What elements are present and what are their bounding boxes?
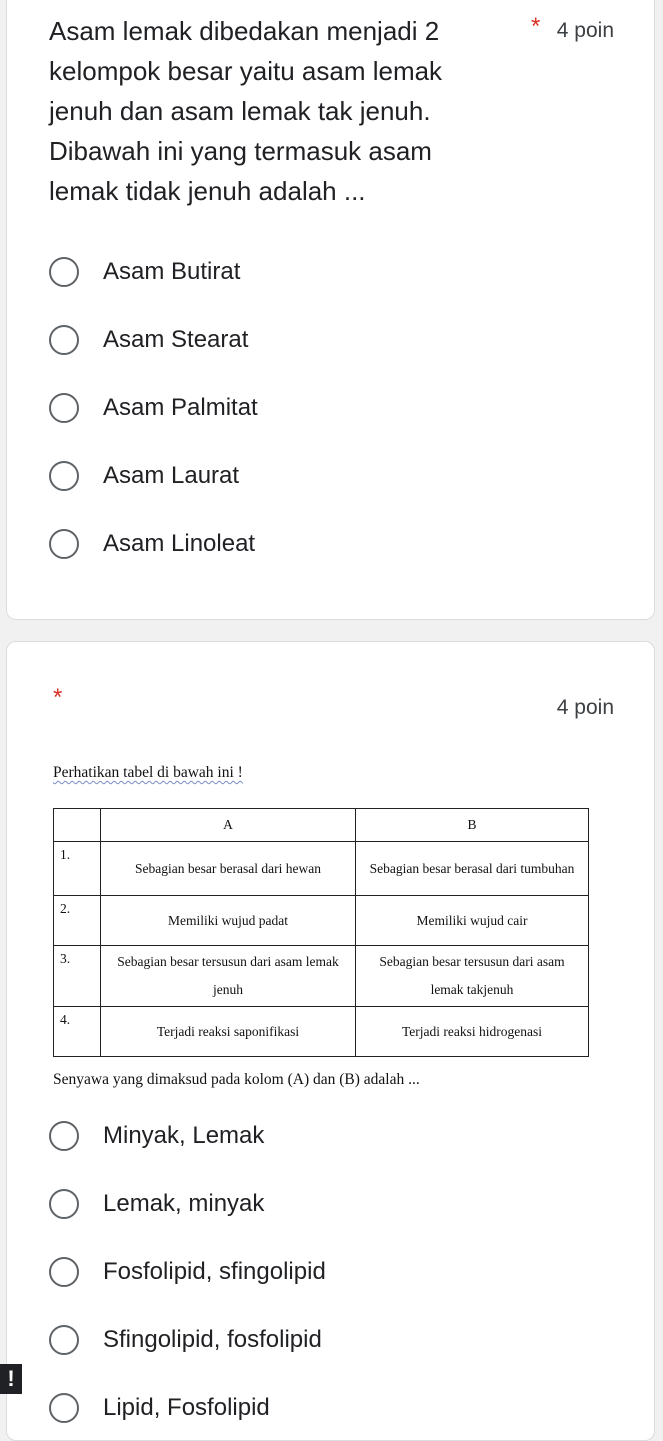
table-row: 4. Terjadi reaksi saponifikasi Terjadi reaksi hidrogenasi bbox=[54, 1007, 589, 1057]
radio-circle-icon[interactable] bbox=[49, 1189, 79, 1219]
radio-circle-icon[interactable] bbox=[49, 1325, 79, 1355]
option-label: Asam Laurat bbox=[103, 462, 240, 489]
table-question-text: Senyawa yang dimaksud pada kolom (A) dan (B) adalah ... bbox=[53, 1071, 420, 1088]
header-a: A bbox=[101, 809, 356, 842]
option-label: Sfingolipid, fosfolipid bbox=[103, 1326, 322, 1353]
radio-circle-icon[interactable] bbox=[49, 257, 79, 287]
option-label: Asam Linoleat bbox=[103, 530, 256, 557]
table-row: 2. Memiliki wujud padat Memiliki wujud cair bbox=[54, 896, 589, 946]
radio-circle-icon[interactable] bbox=[49, 1121, 79, 1151]
option-label: Asam Butirat bbox=[103, 258, 241, 285]
option-label: Fosfolipid, sfingolipid bbox=[103, 1258, 326, 1285]
radio-circle-icon[interactable] bbox=[49, 529, 79, 559]
points-label: 4 poin bbox=[556, 696, 614, 719]
option-label: Minyak, Lemak bbox=[103, 1122, 265, 1149]
option-label: Asam Stearat bbox=[103, 326, 249, 353]
option-radio[interactable] bbox=[49, 320, 248, 360]
option-radio[interactable] bbox=[49, 252, 240, 292]
option-radio[interactable] bbox=[49, 456, 239, 496]
question-text: Asam lemak dibedakan menjadi 2 kelompok besar yaitu asam lemak jenuh dan asam lemak tak jenuh. Dibawah ini yang termasuk asam lemak tidak jenuh adalah ... bbox=[49, 16, 443, 206]
option-radio[interactable] bbox=[49, 1252, 326, 1292]
option-label: Lemak, minyak bbox=[103, 1190, 265, 1217]
header-b: B bbox=[356, 809, 589, 842]
table-row: 1. Sebagian besar berasal dari hewan Sebagian besar berasal dari tumbuhan bbox=[54, 842, 589, 896]
required-asterisk: * bbox=[53, 684, 63, 711]
radio-circle-icon[interactable] bbox=[49, 325, 79, 355]
option-radio[interactable] bbox=[49, 388, 258, 428]
option-radio[interactable] bbox=[49, 1320, 322, 1360]
option-label: Asam Palmitat bbox=[103, 394, 258, 421]
question-card-1 bbox=[6, 0, 655, 620]
radio-circle-icon[interactable] bbox=[49, 393, 79, 423]
alert-badge-icon[interactable]: ! bbox=[0, 1364, 22, 1394]
radio-circle-icon[interactable] bbox=[49, 1257, 79, 1287]
points-label: 4 poin bbox=[556, 19, 614, 42]
option-radio[interactable] bbox=[49, 1184, 264, 1224]
option-label: Lipid, Fosfolipid bbox=[103, 1394, 270, 1421]
comparison-table bbox=[53, 808, 589, 1057]
table-intro-text: Perhatikan tabel di bawah ini ! bbox=[53, 764, 243, 781]
table-row: 3. Sebagian besar tersusun dari asam lemak jenuh Sebagian besar tersusun dari asam lemak takjenuh bbox=[54, 946, 589, 1007]
option-radio[interactable] bbox=[49, 524, 255, 564]
question-card-2 bbox=[6, 641, 655, 1441]
required-asterisk: * bbox=[531, 13, 541, 40]
table-header-row bbox=[54, 809, 589, 842]
option-radio[interactable] bbox=[49, 1116, 264, 1156]
option-radio[interactable] bbox=[49, 1388, 270, 1428]
radio-circle-icon[interactable] bbox=[49, 461, 79, 491]
